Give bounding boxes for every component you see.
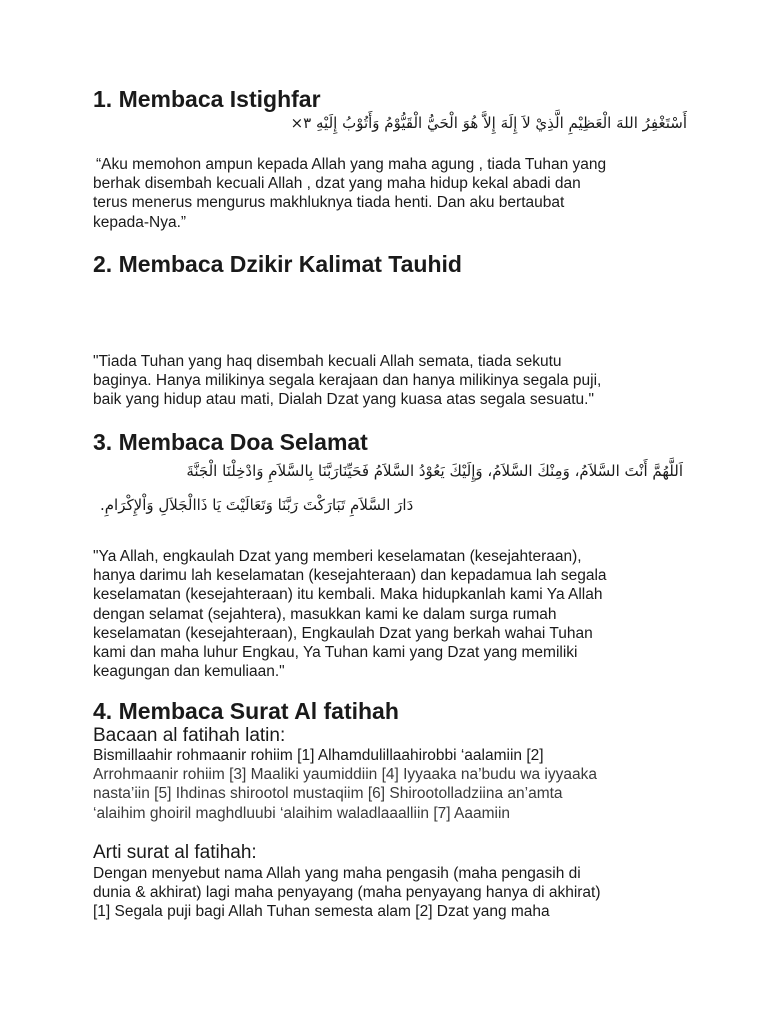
text-line: Bismillaahir rohmaanir rohiim [1] Alhamdulillaahirobbi ‘aalamiin [2] <box>93 747 544 764</box>
text-line: dunia & akhirat) lagi maha penyayang (maha penyayang hanya di akhirat) <box>93 884 601 902</box>
text-line: dengan selamat (sejahtera), masukkan kami ke dalam surga rumah <box>93 605 557 623</box>
text-line: Arrohmaanir rohiim [3] Maaliki yaumiddiin [4] Iyyaaka na’budu wa iyyaaka <box>93 766 597 784</box>
fatihah-latin-text <box>93 746 683 823</box>
translation-istighfar <box>93 155 683 232</box>
heading-istighfar: 1. Membaca Istighfar <box>93 86 321 112</box>
arabic-doa-line2: دَارَ السَّلاَمِ تَبَارَكْتَ رَبَّنَا وَتَعَالَيْتَ يَا ذَاالْجَلاَلِ وَاْلإِكْرَامِ. <box>100 496 414 514</box>
text-line: keagungan dan kemuliaan." <box>93 663 285 681</box>
heading-al-fatihah: 4. Membaca Surat Al fatihah <box>93 698 399 724</box>
translation-tauhid <box>93 352 683 410</box>
text-line: "Ya Allah, engkaulah Dzat yang memberi keselamatan (kesejahteraan), <box>93 548 582 565</box>
text-line: ‘alaihim ghoiril maghdluubi ‘alaihim waladlaaalliin [7] Aaamiin <box>93 804 511 822</box>
text-line: hanya darimu lah keselamatan (kesejahteraan) dan kepadamua lah segala <box>93 567 607 585</box>
text-line: "Tiada Tuhan yang haq disembah kecuali Allah semata, tiada sekutu <box>93 353 562 370</box>
arabic-istighfar: أَسْتَغْفِرُ اللهَ الْعَظِيْمِ الَّذِيْ لاَ إِلَهَ إِلاَّ هُوَ الْحَيُّ الْقَيُّوْمُ وَأَتُوْبُ إِلَيْهِ ٣× <box>290 114 687 132</box>
subheading-fatihah-latin: Bacaan al fatihah latin: <box>93 725 286 746</box>
translation-doa-selamat <box>93 547 683 681</box>
text-line: keselamatan (kesejahteraan) itu kembali. Maka hidupkanlah kami Ya Allah <box>93 586 603 604</box>
fatihah-arti-text <box>93 864 683 922</box>
text-line: keselamatan (kesejahteraan), Engkaulah Dzat yang berkah wahai Tuhan <box>93 624 593 642</box>
text-line: baik yang hidup atau mati, Dialah Dzat yang kuasa atas segala sesuatu." <box>93 391 594 409</box>
text-line: terus menerus mengurus makhluknya tiada henti. Dan aku bertaubat <box>93 194 565 212</box>
text-line: nasta’iin [5] Ihdinas shirootol mustaqiim [6] Shirootolladziina an’amta <box>93 785 563 803</box>
text-line: baginya. Hanya milikinya segala kerajaan dan hanya milikinya segala puji, <box>93 372 602 390</box>
text-line: kami dan maha luhur Engkau, Ya Tuhan kami yang Dzat yang memiliki <box>93 644 578 662</box>
text-line: Dengan menyebut nama Allah yang maha pengasih (maha pengasih di <box>93 865 581 882</box>
text-line: [1] Segala puji bagi Allah Tuhan semesta alam [2] Dzat yang maha <box>93 903 550 921</box>
subheading-arti-fatihah: Arti surat al fatihah: <box>93 842 257 863</box>
text-line: kepada-Nya.” <box>93 213 187 231</box>
heading-doa-selamat: 3. Membaca Doa Selamat <box>93 429 368 455</box>
text-line: berhak disembah kecuali Allah , dzat yang maha hidup kekal abadi dan <box>93 175 581 193</box>
arabic-doa-line1: اَللَّهُمَّ أَنْتَ السَّلاَمُ، وَمِنْكَ السَّلاَمُ، وَإِلَيْكَ يَعُوْدُ السَّلاَمُ فَحَيِّنَارَبَّنَا بِالسَّلاَمِ وَادْخِلْنَا الْجَنَّةَ <box>186 462 683 480</box>
heading-dzikir-tauhid: 2. Membaca Dzikir Kalimat Tauhid <box>93 251 462 277</box>
text-line: “Aku memohon ampun kepada Allah yang maha agung , tiada Tuhan yang <box>96 156 607 173</box>
